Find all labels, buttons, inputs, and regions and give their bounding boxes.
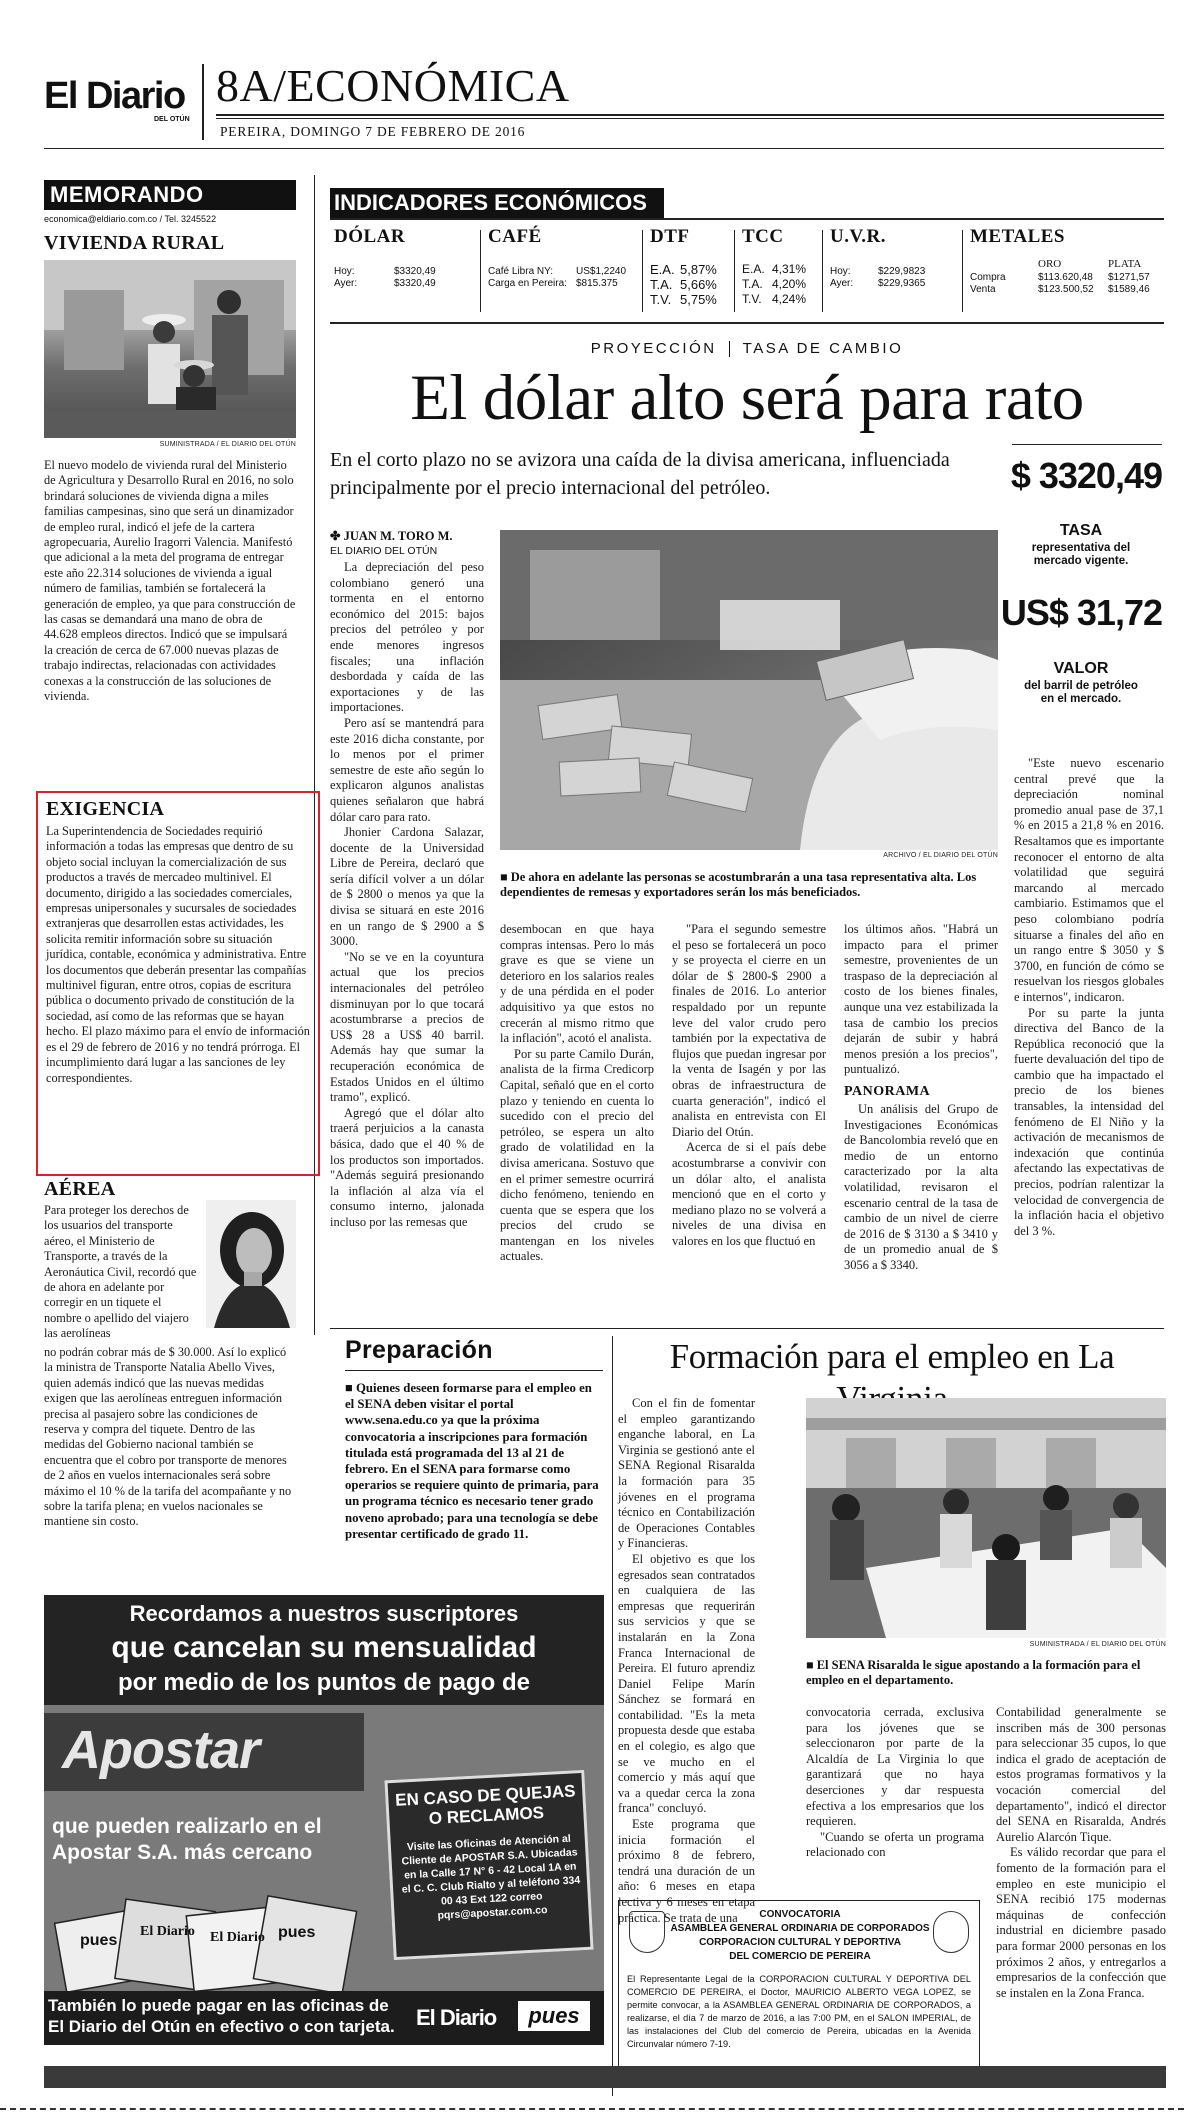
apostar-ad <box>44 1595 604 2045</box>
dateline: PEREIRA, DOMINGO 7 DE FEBRERO DE 2016 <box>220 124 526 139</box>
formacion-col2 <box>806 1705 984 1861</box>
money-photo-credit: ARCHIVO / EL DIARIO DEL OTÚN <box>883 852 998 859</box>
stat-tasa-label: TASA <box>1059 522 1103 539</box>
stat-petroleo-desc: del barril de petróleo en el mercado. <box>1024 680 1138 705</box>
aerea-title: AÉREA <box>44 1178 116 1200</box>
dolar-title: DÓLAR <box>334 226 406 247</box>
formacion-headline: Formación para el empleo en La <box>669 1337 1115 1376</box>
section-title: 8A/ECONÓMICA <box>216 60 570 111</box>
indicadores-header <box>330 188 664 218</box>
paragraph: Un análisis del Grupo de Investigaciones Económicas de Bancolombia reveló que en medio de un entorno caracterizado por la alta volatilidad, revisaron el escenario central de la tasa de cambio de un nivel de cierre de 2016 de $ 3130 a $ 3410 y de un promedio anual de $ 3056 a $ 3340. <box>844 1101 998 1272</box>
panorama-title: PANORAMA <box>844 1083 931 1099</box>
article-headline: El dólar alto será para rato <box>410 362 1084 434</box>
article-outlet: EL DIARIO DEL OTÚN <box>330 545 438 557</box>
paragraph: Con el fin de fomentar el empleo garantizando enganche laboral, en La Virginia se gestionó ante el SENA Regional Risaralda la formación para 35 jóvenes en el programa técnico en Contabilización de Operaciones Contables y Financieras. <box>618 1396 755 1551</box>
convocatoria-body: El Representante Legal de la CORPORACION CULTURAL Y DEPORTIVA DEL COMERCIO DE PEREIRA, el Doctor, MAURICIO ALBERTO VEGA LOPEZ, se permite convocar, a la ASAMBLEA GENERAL ORDINARIA DE CORPORADOS, a realizarse, el día 7 de marzo de 2016, a las 7:00 PM, en el SALON IMPERIAL, de las instalaciones del Club del comercio de Pereira, ubicadas en la Avenida Circunvalar número 7-19. <box>627 1974 971 2049</box>
newspapers-graphic <box>50 1885 390 1995</box>
uvr-rows: Hoy: $229,9823 Ayer: $229,9365 <box>830 266 926 289</box>
logo-subtitle: DEL OTÚN <box>154 116 190 123</box>
ad-footer: También lo puede pagar en las oficinas de El Diario del Otún en efectivo o con tarjeta. <box>48 1996 395 2036</box>
exigencia-body: La Superintendencia de Sociedades requirió información a todas las empresas que dentro de su objeto social incluyan la comercialización de sus productos a través de mercadeo multinivel. El documento, dirigido a las sociedades comerciales, empresas unipersonales y sucursales de sociedades extranjeras que desarrollen estas actividades, les solicita remitir información sobre su situación jurídica, contable, económica y administrativa. Entre los documentos que deberán presentar las compañías multinivel figuran, entre otros, copias de escritura pública o documento privado de constitución de la sociedad, así como de las reformas que se hayan hecho. El plazo máximo para el envío de información es el 29 de febrero de 2016 y no tendrá prórroga. El incumplimiento dará lugar a las sanciones de ley correspondientes. <box>46 824 310 1085</box>
vivienda-title: VIVIENDA RURAL <box>44 232 225 254</box>
tcc-rows: E.A. 4,31% T.A. 4,20% T.V. 4,24% <box>742 262 807 306</box>
stat-petroleo-label: VALOR <box>1053 660 1109 677</box>
quejas-box <box>384 1770 593 1960</box>
svg-text:pues: pues <box>80 1932 118 1949</box>
paragraph: "No se ve en la coyuntura actual que los precios internacionales del petróleo disminuyan por lo que tocará acostumbrarse a precios de US$ 28 a US$ 40 barril. Además hay que sumar la recuperación económica de Estados Unidos en el último tramo", explicó. <box>330 949 484 1105</box>
memorando-title: MEMORANDO <box>50 182 204 207</box>
paragraph: "Este nuevo escenario central prevé que la depreciación nominal promedio anual pase de 37,1 % en 2015 a 21,8 % en 2016. Resaltamos que es importante reconocer el entorno de alta volatilidad que seguirá marcando al mercado cambiario. Estimamos que el peso colombiano podría situarse a finales del año en un rango entre $ 3050 y $ 3700, en función de cómo se resuelvan los riesgos globales e internos", indicaron. <box>1014 756 1164 1004</box>
ad-logo-eldiario: El Diario <box>416 2005 497 2030</box>
convocatoria-title: CONVOCATORIA <box>759 1909 841 1920</box>
bottom-band <box>44 2066 1166 2088</box>
article-byline: ✤ JUAN M. TORO M. <box>330 529 453 543</box>
dtf-rows: E.A. 5,87% T.A. 5,66% T.V. 5,75% <box>650 262 717 307</box>
metales-title: METALES <box>970 226 1066 247</box>
paragraph: Agregó que el dólar alto traerá perjuicios a la canasta básica, dado que el 40 % de los productos son importados. "Además seguirá presionando la inflación al alza vía el consumo interno, jalonada incluso por las remesas que <box>330 1105 484 1229</box>
convocatoria-subtitle1: ASAMBLEA GENERAL ORDINARIA DE CORPORADOS <box>670 1923 930 1934</box>
memorando-contact: economica@eldiario.com.co / Tel. 3245522 <box>44 214 217 224</box>
preparacion-square: ■ <box>345 1381 356 1395</box>
paragraph: Por su parte Camilo Durán, analista de la firma Credicorp Capital, señaló que en el corto plazo y teniendo en cuenta lo sucedido con el precio del petróleo, se espera un alto grado de volatilidad en la divisa americana. Sostuvo que en el primer semestre ocurrirá dicho fenómeno, teniendo en cuenta que se espera que los precios del crudo se mantengan en los niveles actuales. <box>500 1046 654 1264</box>
memorando-header <box>44 180 296 210</box>
svg-text:El Diario: El Diario <box>140 1924 195 1939</box>
convocatoria-box <box>618 1900 980 2080</box>
stat-tasa-value: $ 3320,49 <box>1010 455 1162 496</box>
quejas-body: Visite las Oficinas de Atención al Cliente de APOSTAR S.A. Ubicadas en la Calle 17 N° 6 - 42 Local 1A en el C. C. Club Rialto y al teléfono 334 00 43 Ext 122 correo pqrs@apostar.com.co <box>401 1832 581 1922</box>
apostar-logo: Apostar <box>62 1720 260 1780</box>
stat-petroleo-value: US$ 31,72 <box>1000 592 1162 633</box>
cafe-rows: Café Libra NY: US$1,2240 Carga en Pereira: $815.375 <box>488 266 627 289</box>
article-col5 <box>1014 756 1164 1239</box>
paragraph: Este programa que inicia formación el próximo 8 de febrero, tendrá una duración de un año: 6 meses en etapa lectiva y 6 meses en etapa práctica. Se trata de una <box>618 1817 755 1925</box>
byline-bullet: ✤ <box>330 529 344 543</box>
paragraph: La depreciación del peso colombiano generó una tormenta en el entorno económico del 2015: bajos precios del petróleo y por ende menores ingresos fiscales; una inflación desbordada y caída de las exportaciones y de las importaciones. <box>330 560 484 715</box>
cafe-title: CAFÉ <box>488 226 542 247</box>
metales-plata-label: PLATA <box>1108 258 1142 270</box>
paragraph: Pero así se mantendrá para este 2016 dicha constante, por lo menos por el primer semestre de este año según lo explicaron algunos analistas quienes señalaron que habrá dólar caro para rato. <box>330 715 484 824</box>
convocatoria-logo-right <box>933 1911 969 1953</box>
sena-photo-credit: SUMINISTRADA / EL DIARIO DEL OTÚN <box>1029 1641 1166 1648</box>
aerea-photo <box>206 1200 296 1328</box>
paragraph: El objetivo es que los egresados sean contratados en cualquiera de las empresas que requerirán sus servicios y que se instalarán en la Zona Franca Internacional de Pereira. El futuro aprendiz Daniel Felipe Marín Sánchez se formará en contabilidad. "Es la meta propuesta desde que estaba en el colegio, es algo que se ve mucho en el comercio y más aquí que va a quedar cerca la zona franca" concluyó. <box>618 1551 755 1816</box>
paragraph: convocatoria cerrada, exclusiva para los jóvenes que se seleccionaron por parte de la Alcaldía de La Virginia lo que garantizará que no haya deserciones y dar respuesta efectiva a los empresarios que los requieren. <box>806 1705 984 1829</box>
article-deck: En el corto plazo no se avizora una caída de la divisa americana, influenciada principalmente por el precio internacional del petróleo. <box>330 449 950 499</box>
ad-logo-pues: pues <box>518 2001 590 2031</box>
paragraph: Jhonier Cardona Salazar, docente de la Universidad Libre de Pereira, declaró que sería difícil volver a un dólar de $ 2800 o menos ya que la divisa se situará en este 2016 en un rango de $ 2900 a $ 3000. <box>330 825 484 949</box>
paragraph: Contabilidad generalmente se inscriben más de 300 personas para seleccionar 35 cupos, lo que indica el grado de aceptación de estos programas formativos y la vocación comercial del departamento", indicó el director del SENA en Risaralda, Andrés Aurelio Alarcón Tique. <box>996 1705 1166 1844</box>
tcc-title: TCC <box>742 226 784 247</box>
exigencia-title: EXIGENCIA <box>46 798 165 820</box>
paragraph: Acerca de si el país debe acostumbrarse a convivir con un dólar alto, el analista mencionó que en el corto y mediano plazo no se volverá a niveles de una divisa en valores en los que fluctuó en <box>672 1140 826 1248</box>
masthead <box>44 50 1164 150</box>
indicadores-title: INDICADORES ECONÓMICOS <box>334 190 647 215</box>
article-kicker: PROYECCIÓN TASA DE CAMBIO <box>590 340 904 357</box>
caption-square: ■ <box>500 870 511 884</box>
sena-caption-square: ■ <box>806 1658 817 1672</box>
svg-text:pues: pues <box>278 1924 316 1941</box>
paragraph: "Cuando se oferta un programa relacionado con <box>806 1829 984 1860</box>
paragraph: "Para el segundo semestre el peso se fortalecerá un poco y se proyecta el cierre en un dólar de $ 2800-$ 2900 a finales de 2016. Lo anterior respaldado por un repunte leve del valor crudo pero también por la expectativa de flujos que puedan ingresar por la venta de Isagén y por las obras de infraestructura de cuarta generación", indicó el analista en entrevista con El Diario del Otún. <box>672 922 826 1139</box>
preparacion-title: Preparación <box>345 1336 493 1364</box>
dolar-rows: Hoy: $3320,49 Ayer: $3320,49 <box>334 266 436 289</box>
uvr-title: U.V.R. <box>830 226 886 247</box>
sena-photo-caption: ■ El SENA Risaralda le sigue apostando a la formación para el empleo en el departamento. <box>806 1658 1141 1687</box>
paragraph: Por su parte la junta directiva del Banco de la República reconoció que la fuerte devaluación del tipo de cambio que ha impactado el precio de los bienes transables, la intensidad del fenómeno de El Niño y la activación de mecanismos de indexación que continúa afectando las expectativas de precios, podrían ralentizar la velocidad de convergencia de la inflación hacia el objetivo del 3 %. <box>1014 1005 1164 1238</box>
article-col3 <box>672 922 826 1249</box>
metales-oro-label: ORO <box>1038 258 1062 270</box>
aerea-body-wide: no podrán cobrar más de $ 30.000. Así lo explicó la ministra de Transporte Natalia Abello Vives, quien además indicó que las nuevas medidas exigen que las aerolíneas entreguen información precisa al pasajero sobre las condiciones de reserva y compra del tiquete. Dentro de las medidas del Gobierno nacional también se encuentra que el cobro por transporte de menores de 2 años en vuelos internacionales será sobre máximo el 10 % de la tarifa del acompañante y no sobre la tarifa plena; en vuelos nacionales se mantiene sin costo. <box>44 1345 292 1529</box>
ad-line3: por medio de los puntos de pago de <box>117 1669 531 1696</box>
ad-line4: que pueden realizarlo en el <box>52 1815 322 1838</box>
convocatoria-subtitle2: CORPORACION CULTURAL Y DEPORTIVA <box>699 1937 901 1948</box>
metales-rows: Compra $113.620,48 $1271,57 Venta $123.500,52 $1589,46 <box>970 272 1150 295</box>
money-photo-caption: ■ De ahora en adelante las personas se acostumbrarán a una tasa representativa alta. Los dependientes de remesas y exportadores serán los más beneficiados. <box>500 870 977 899</box>
formacion-col1 <box>618 1396 755 1926</box>
aerea-body-narrow: Para proteger los derechos de los usuarios del transporte aéreo, el Ministerio de Transporte, a través de la Aeronáutica Civil, recordó que de ahora en adelante por corregir en un tiquete el nombre o apellido del viajero las aerolíneas <box>44 1203 197 1341</box>
paragraph: los últimos años. "Habrá un impacto para el primer semestre, provenientes de un traspaso de la depreciación al costo de los bienes finales, aunque una vez estabilizada la tasa de cambio los precios dejarán de subir y habrá menos presión a los precios", puntualizó. <box>844 922 998 1077</box>
ad-line5: Apostar S.A. más cercano <box>52 1841 313 1864</box>
article-col4 <box>844 922 998 1273</box>
ad-line1: Recordamos a nuestros suscriptores <box>129 1601 519 1626</box>
preparacion-body: ■ Quienes deseen formarse para el empleo en el SENA deben visitar el portal www.sena.edu.co ya que la próxima convocatoria a inscripciones para formación titulada está programada del 13 al 21 de febrero. En el SENA para formarse como operarios se requiere quinto de primaria, para un programa técnico es necesario tener grado noveno aprobado; para una tecnología se debe presentar certificado de grado 11. <box>345 1381 599 1541</box>
convocatoria-logo-left <box>629 1911 665 1953</box>
ad-line2: que cancelan su mensualidad <box>111 1631 537 1664</box>
sena-photo <box>806 1398 1166 1638</box>
money-photo <box>500 530 998 850</box>
quejas-title: EN CASO DE QUEJAS O RECLAMOS <box>394 1781 576 1829</box>
convocatoria-subtitle3: DEL COMERCIO DE PEREIRA <box>729 1951 871 1962</box>
svg-text:El Diario: El Diario <box>210 1930 265 1945</box>
vivienda-body: El nuevo modelo de vivienda rural del Ministerio de Agricultura y Desarrollo Rural en 2016, no solo brindará soluciones de vivienda digna a miles familias campesinas, sino que será un dinamizador de empleo rural, indicó el jefe de la cartera agropecuaria, Aurelio Iragorri Valencia. Manifestó que adicional a la meta del programa de entregar este año 22.314 soluciones de vivienda a igual número de familias, también se fortalecerá la generación de empleo, ya que para construcción de las casas se demandará una mano de obra de 44.628 empleos directos. Indicó que se impulsará la creación de cerca de 67.000 nuevas plazas de trabajo indirectas, relacionadas con actividades conexas a la construcción de las soluciones de vivienda. <box>44 458 296 704</box>
apostar-logo-band <box>44 1713 364 1791</box>
logo: El Diario <box>44 75 185 117</box>
formacion-col3 <box>996 1705 1166 2001</box>
article-col1 <box>330 560 484 1231</box>
paragraph: Es válido recordar que para el fomento de la formación para el empleo en este municipio el SENA recibió 175 modernas máquinas de confección industrial en diciembre pasado para formar 2000 personas en los próximos 2 años, y entregarlos a empresarios de la confección que se instalen en la Zona Franca. <box>996 1845 1166 2000</box>
page-edge <box>0 2108 1184 2110</box>
stat-tasa-desc: representativa del mercado vigente. <box>1031 542 1131 567</box>
indicadores-table <box>330 222 1164 318</box>
article-col2 <box>500 922 654 1265</box>
dtf-title: DTF <box>650 226 690 247</box>
paragraph: desembocan en que haya compras intensas. Pero lo más grave es que se viene un deterioro en los salarios reales y de una pérdida en el poder adquisitivo ya que estos no crecerán al mismo ritmo que la inflación", acotó el analista. <box>500 922 654 1046</box>
vivienda-photo <box>44 260 296 438</box>
vivienda-photo-credit: SUMINISTRADA / EL DIARIO DEL OTÚN <box>159 441 296 448</box>
